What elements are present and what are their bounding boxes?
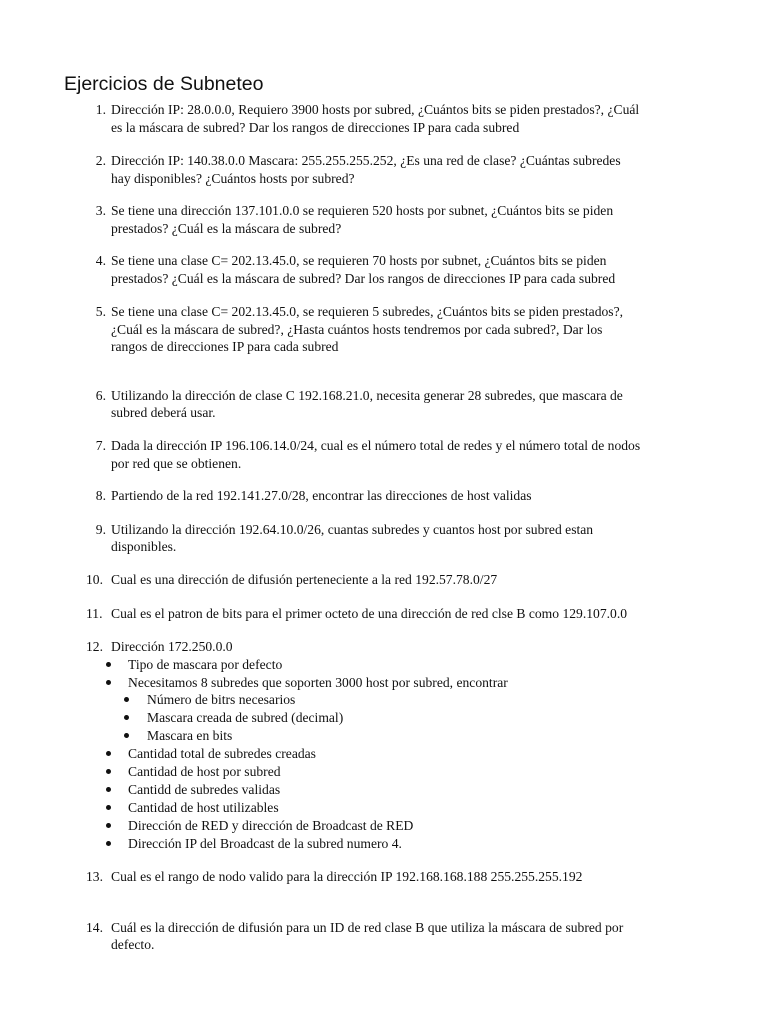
sub-bullet-item: Mascara en bits <box>147 728 233 743</box>
exercise-text-line: ¿Cuál es la máscara de subred?, ¿Hasta cuántos hosts tendremos por cada subred?, Dar los <box>111 322 603 337</box>
bullet-item: Dirección de RED y dirección de Broadcast de RED <box>128 818 414 833</box>
bullet-item: Necesitamos 8 subredes que soporten 3000 host por subred, encontrar <box>128 675 508 690</box>
exercise-number: 1. <box>95 102 106 117</box>
exercise-text-line: por red que se obtienen. <box>111 456 242 471</box>
bullet-item: Cantidd de subredes validas <box>128 782 281 797</box>
bullet-icon <box>106 763 114 781</box>
exercise-text-line: Utilizando la dirección de clase C 192.168.21.0, necesita generar 28 subredes, que mascara de <box>111 388 623 403</box>
exercise-heading: Dirección 172.250.0.0 <box>111 639 233 654</box>
exercise-number: 8. <box>95 488 106 503</box>
sub-bullet-icon <box>124 709 132 727</box>
exercise-text-line: Cual es una dirección de difusión perteneciente a la red 192.57.78.0/27 <box>111 572 498 587</box>
exercise-text-line: prestados? ¿Cuál es la máscara de subred? Dar los rangos de direcciones IP para cada subred <box>111 271 616 286</box>
exercise-text-line: Cuál es la dirección de difusión para un ID de red clase B que utiliza la máscara de subred por <box>111 920 624 935</box>
sub-bullet-item: Número de bitrs necesarios <box>147 692 296 707</box>
exercise-text-line: es la máscara de subred? Dar los rangos de direcciones IP para cada subred <box>111 120 520 135</box>
exercise-text-line: rangos de direcciones IP para cada subred <box>111 339 339 354</box>
bullet-icon <box>106 817 114 835</box>
exercise-number: 3. <box>95 203 106 218</box>
bullet-item: Cantidad total de subredes creadas <box>128 746 316 761</box>
exercise-text-line: subred deberá usar. <box>111 405 216 420</box>
bullet-item: Cantidad de host por subred <box>128 764 281 779</box>
page-title: Ejercicios de Subneteo <box>64 73 264 95</box>
exercise-text-line: Partiendo de la red 192.141.27.0/28, encontrar las direcciones de host validas <box>111 488 532 503</box>
bullet-icon <box>106 674 114 692</box>
sub-bullet-icon <box>124 691 132 709</box>
exercise-text-line: Se tiene una dirección 137.101.0.0 se requieren 520 hosts por subnet, ¿Cuántos bits se piden <box>111 203 614 218</box>
bullet-icon <box>106 835 114 853</box>
exercise-text-line: Dirección IP: 140.38.0.0 Mascara: 255.255.255.252, ¿Es una red de clase? ¿Cuántas subredes <box>111 153 621 168</box>
exercise-number: 10. <box>86 572 103 587</box>
exercise-text-line: disponibles. <box>111 539 177 554</box>
exercise-number: 7. <box>95 438 106 453</box>
exercise-text-line: Utilizando la dirección 192.64.10.0/26, cuantas subredes y cuantos host por subred estan <box>111 522 594 537</box>
bullet-item: Tipo de mascara por defecto <box>128 657 283 672</box>
bullet-icon <box>106 781 114 799</box>
sub-bullet-icon <box>124 727 132 745</box>
exercise-number: 4. <box>95 253 106 268</box>
exercise-number: 9. <box>95 522 106 537</box>
exercise-number: 5. <box>95 304 106 319</box>
bullet-item: Cantidad de host utilizables <box>128 800 279 815</box>
exercise-text-line: prestados? ¿Cuál es la máscara de subred? <box>111 221 342 236</box>
exercise-text-line: hay disponibles? ¿Cuántos hosts por subred? <box>111 171 355 186</box>
exercise-text-line: Cual es el rango de nodo valido para la dirección IP 192.168.168.188 255.255.255.192 <box>111 869 583 884</box>
bullet-icon <box>106 745 114 763</box>
exercise-number: 6. <box>95 388 106 403</box>
exercise-number: 12. <box>86 639 103 654</box>
exercise-number: 14. <box>86 920 103 935</box>
exercise-number: 2. <box>95 153 106 168</box>
exercise-text-line: Se tiene una clase C= 202.13.45.0, se requieren 5 subredes, ¿Cuántos bits se piden prestados?, <box>111 304 624 319</box>
exercise-text-line: defecto. <box>111 937 155 952</box>
exercise-text-line: Dada la dirección IP 196.106.14.0/24, cual es el número total de redes y el número total de nodos <box>111 438 641 453</box>
exercise-number: 13. <box>86 869 103 884</box>
sub-bullet-item: Mascara creada de subred (decimal) <box>147 710 344 725</box>
exercise-text-line: Se tiene una clase C= 202.13.45.0, se requieren 70 hosts por subnet, ¿Cuántos bits se piden <box>111 253 607 268</box>
bullet-item: Dirección IP del Broadcast de la subred numero 4. <box>128 836 402 851</box>
exercise-text-line: Dirección IP: 28.0.0.0, Requiero 3900 hosts por subred, ¿Cuántos bits se piden prestados?, ¿Cuál <box>111 102 640 117</box>
exercise-number: 11. <box>86 606 103 621</box>
bullet-icon <box>106 799 114 817</box>
exercise-text-line: Cual es el patron de bits para el primer octeto de una dirección de red clse B como 129.107.0.0 <box>111 606 628 621</box>
bullet-icon <box>106 656 114 674</box>
